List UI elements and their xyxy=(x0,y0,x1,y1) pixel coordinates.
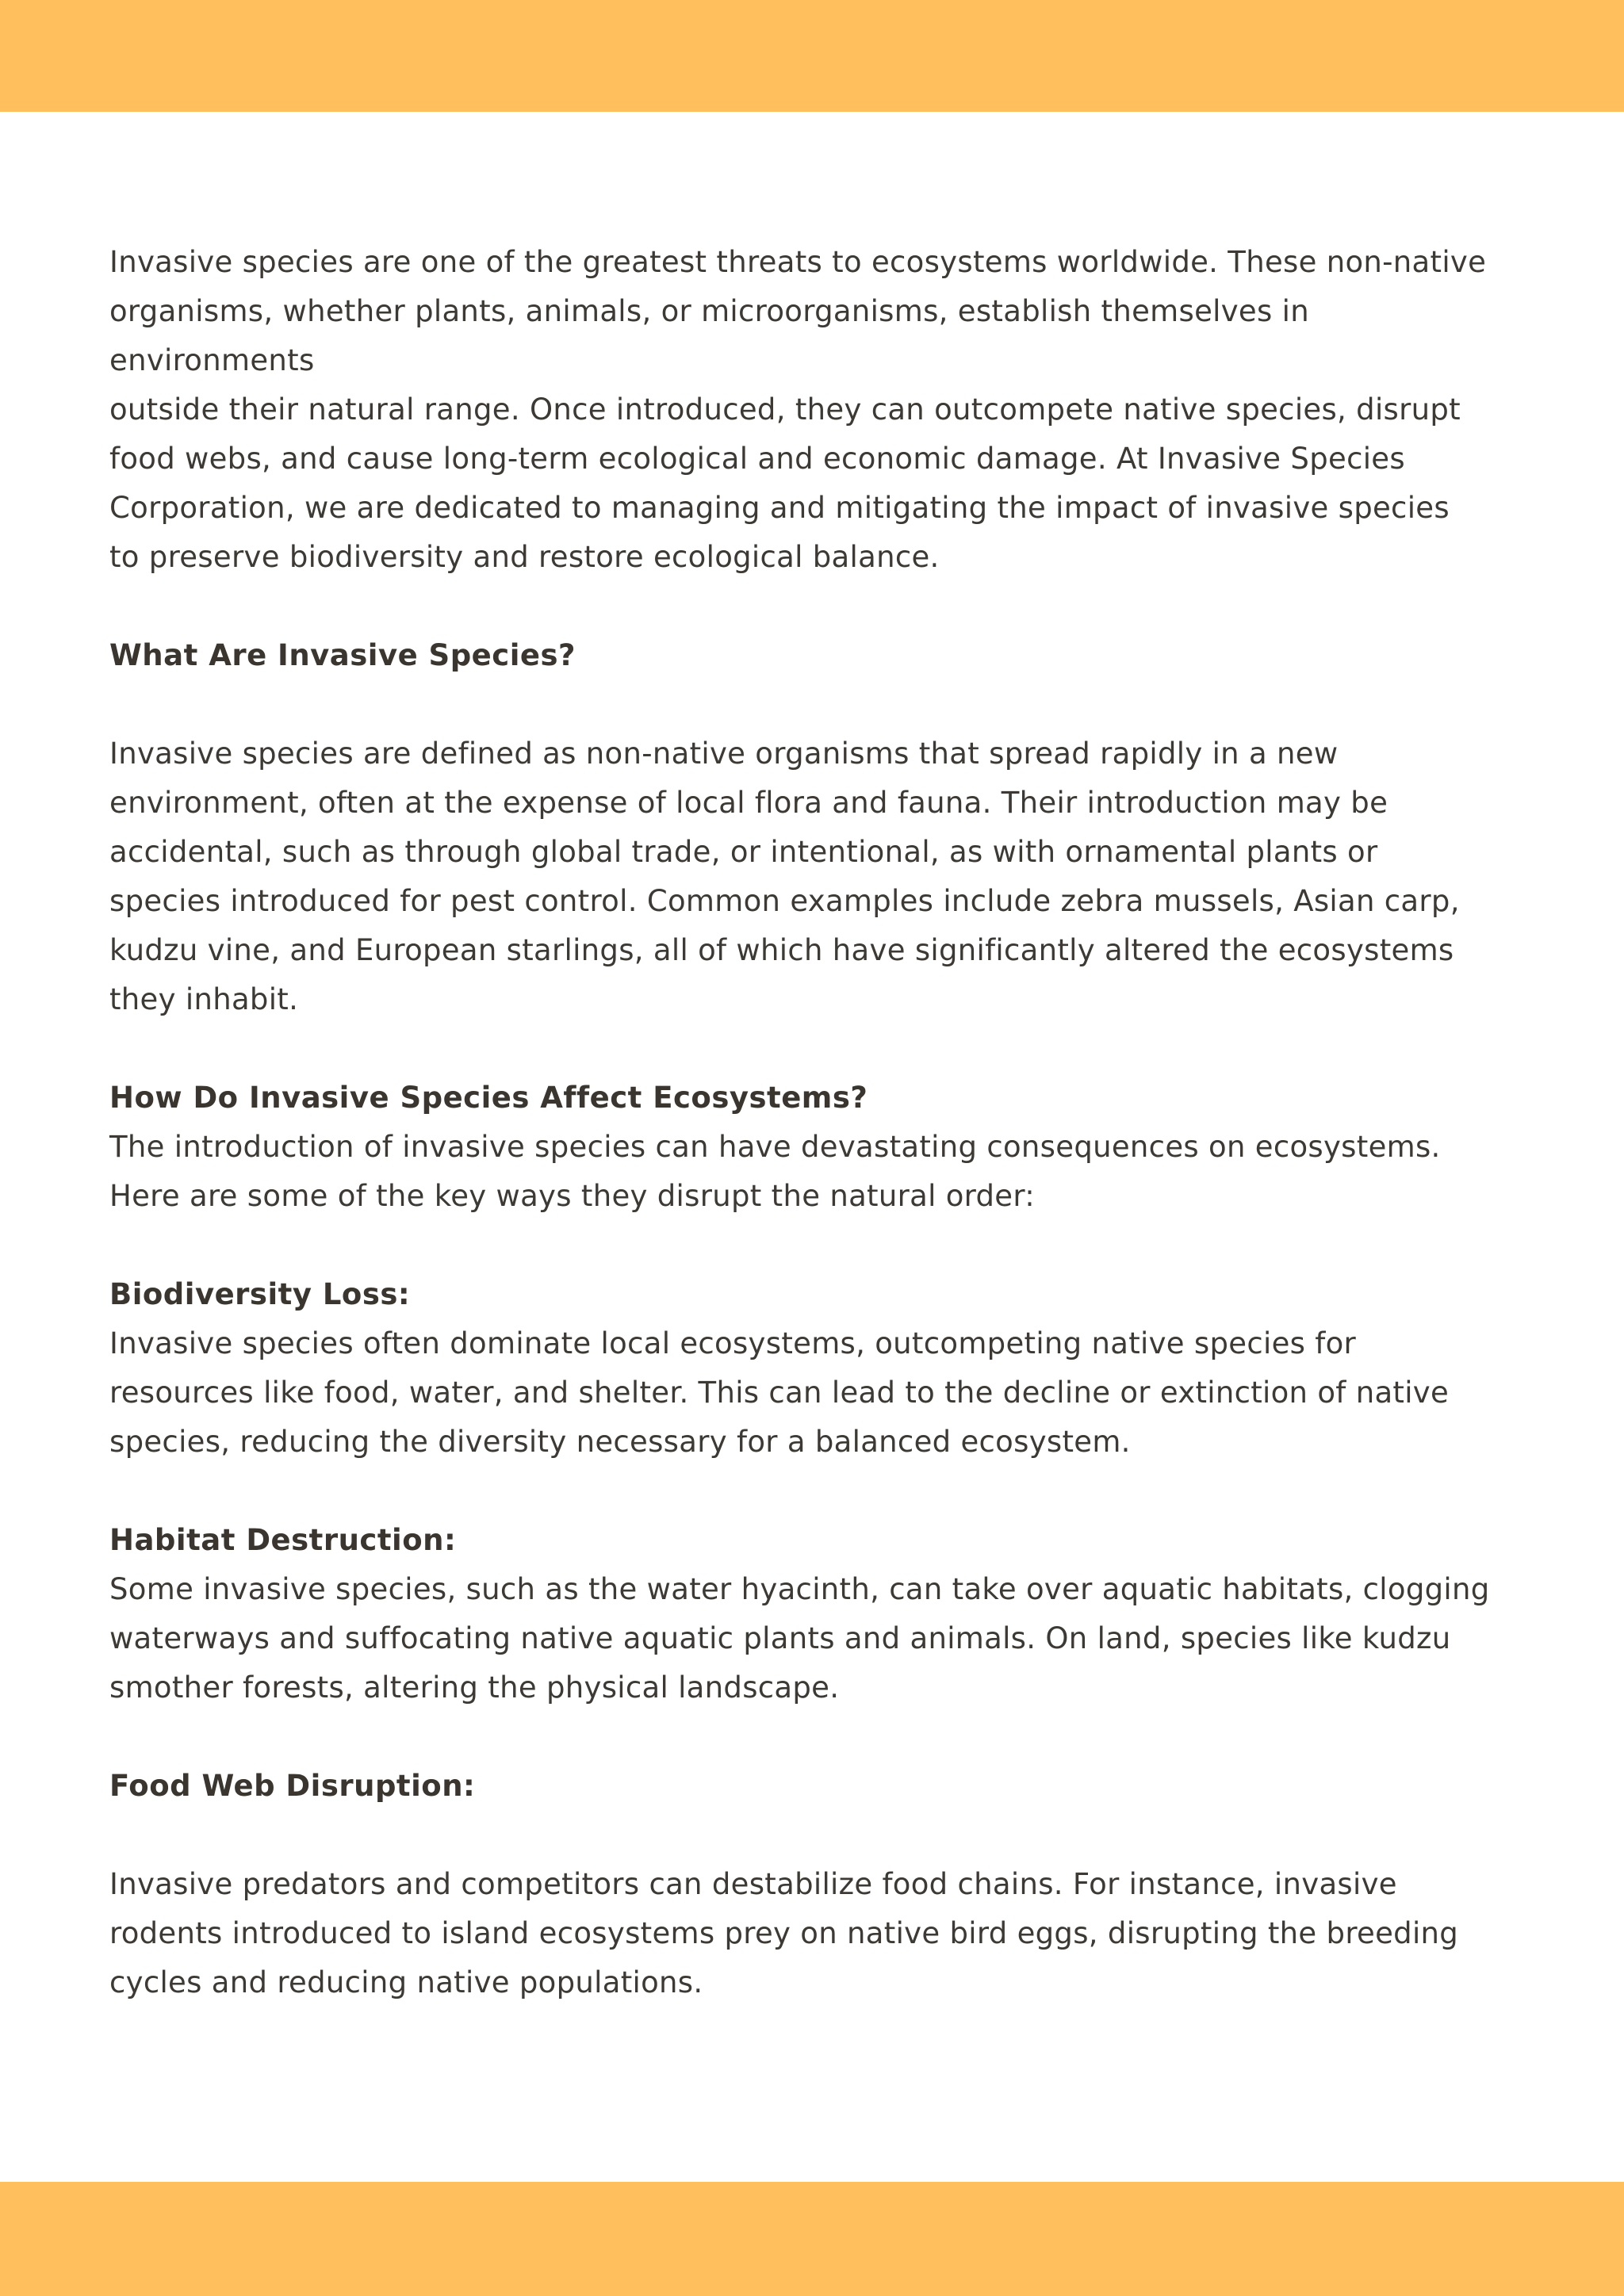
text-line: accidental, such as through global trade, or intentional, as with ornamental plants or xyxy=(109,835,1378,869)
spacer xyxy=(109,1221,1521,1270)
text-line: Invasive predators and competitors can destabilize food chains. For instance, invasive xyxy=(109,1867,1397,1901)
header-band xyxy=(0,0,1624,112)
text-line: species, reducing the diversity necessary for a balanced ecosystem. xyxy=(109,1425,1131,1459)
biodiversity-paragraph xyxy=(109,1319,1521,1467)
spacer xyxy=(109,1811,1521,1860)
text-line: to preserve biodiversity and restore ecological balance. xyxy=(109,540,940,574)
spacer xyxy=(109,680,1521,729)
text-line: rodents introduced to island ecosystems prey on native bird eggs, disrupting the breeding xyxy=(109,1916,1459,1950)
intro-paragraph xyxy=(109,238,1521,582)
text-line: organisms, whether plants, animals, or microorganisms, establish themselves in environments xyxy=(109,294,1309,377)
text-line: cycles and reducing native populations. xyxy=(109,1965,703,1999)
text-line: smother forests, altering the physical landscape. xyxy=(109,1670,840,1705)
text-line: food webs, and cause long-term ecological and economic damage. At Invasive Species xyxy=(109,442,1405,476)
what-are-paragraph xyxy=(109,729,1521,1024)
text-line: The introduction of invasive species can have devastating consequences on ecosystems. xyxy=(109,1130,1441,1164)
habitat-paragraph xyxy=(109,1565,1521,1712)
text-line: environment, often at the expense of local flora and fauna. Their introduction may be xyxy=(109,786,1388,820)
heading-how-affect-ecosystems: How Do Invasive Species Affect Ecosystems? xyxy=(109,1081,868,1115)
text-line: Invasive species are defined as non-native organisms that spread rapidly in a new xyxy=(109,737,1339,771)
food-web-paragraph xyxy=(109,1860,1521,2007)
spacer xyxy=(109,582,1521,631)
spacer xyxy=(109,1712,1521,1762)
text-line: species introduced for pest control. Common examples include zebra mussels, Asian carp, xyxy=(109,884,1460,918)
spacer xyxy=(109,1467,1521,1516)
spacer xyxy=(109,1024,1521,1073)
heading-biodiversity-loss: Biodiversity Loss: xyxy=(109,1277,411,1311)
text-line: outside their natural range. Once introduced, they can outcompete native species, disrupt xyxy=(109,392,1461,427)
text-line: Invasive species often dominate local ecosystems, outcompeting native species for xyxy=(109,1326,1357,1360)
footer-band xyxy=(0,2182,1624,2296)
heading-food-web-disruption: Food Web Disruption: xyxy=(109,1769,476,1803)
text-line: Corporation, we are dedicated to managing and mitigating the impact of invasive species xyxy=(109,491,1450,525)
text-line: they inhabit. xyxy=(109,982,299,1016)
text-line: Some invasive species, such as the water hyacinth, can take over aquatic habitats, clogging xyxy=(109,1572,1490,1606)
text-line: Invasive species are one of the greatest threats to ecosystems worldwide. These non-native xyxy=(109,245,1487,279)
text-line: resources like food, water, and shelter. This can lead to the decline or extinction of native xyxy=(109,1376,1450,1410)
document-body xyxy=(109,238,1521,2007)
text-line: kudzu vine, and European starlings, all of which have significantly altered the ecosystems xyxy=(109,933,1454,967)
heading-what-are-invasive-species: What Are Invasive Species? xyxy=(109,638,576,672)
how-affect-paragraph xyxy=(109,1123,1521,1221)
text-line: waterways and suffocating native aquatic plants and animals. On land, species like kudzu xyxy=(109,1621,1451,1655)
text-line: Here are some of the key ways they disrupt the natural order: xyxy=(109,1179,1035,1213)
heading-habitat-destruction: Habitat Destruction: xyxy=(109,1523,457,1557)
